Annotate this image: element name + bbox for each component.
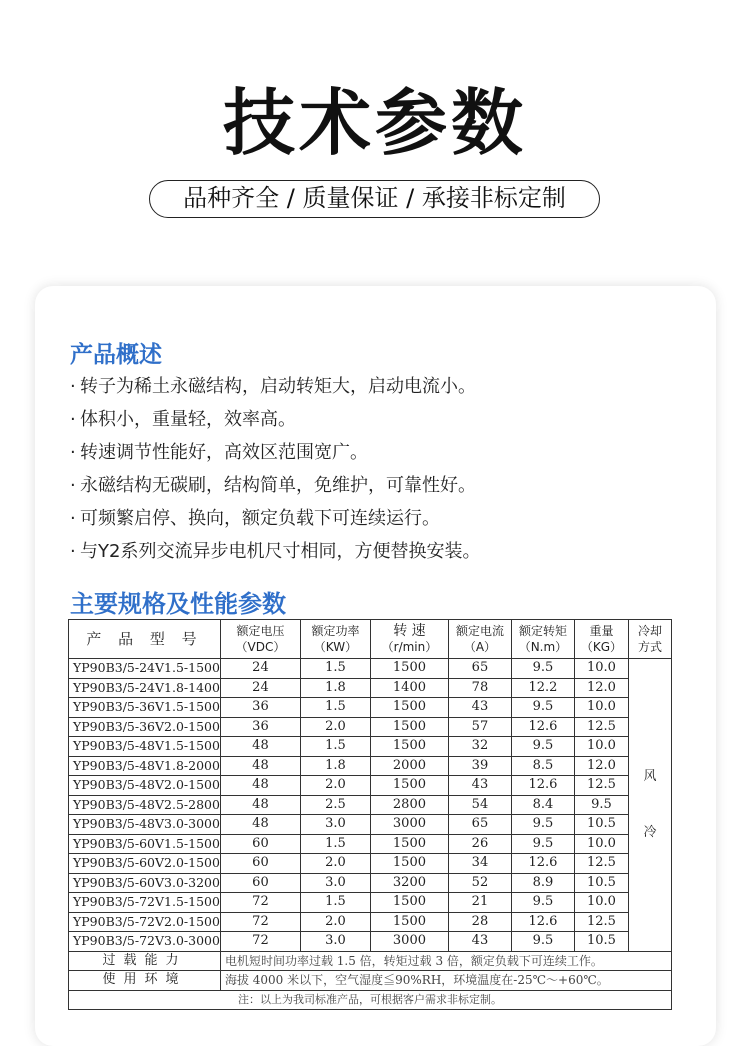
torque-cell: 12.2	[511, 678, 574, 698]
power-cell: 1.8	[300, 678, 370, 698]
voltage-cell: 24	[220, 659, 300, 679]
model-cell: YP90B3/5-48V1.8-2000	[69, 756, 221, 776]
torque-cell: 8.5	[511, 756, 574, 776]
power-cell: 2.0	[300, 717, 370, 737]
bullet-dot: ·	[70, 541, 76, 562]
feature-text: 与Y2系列交流异步电机尺寸相同，方便替换安装。	[80, 541, 481, 562]
weight-cell: 10.0	[574, 698, 628, 718]
speed-cell: 1500	[370, 717, 448, 737]
model-cell: YP90B3/5-24V1.8-1400	[69, 678, 221, 698]
feature-item	[70, 474, 710, 507]
table-row	[69, 854, 672, 874]
speed-cell: 3000	[370, 815, 448, 835]
current-cell: 65	[448, 659, 511, 679]
model-cell: YP90B3/5-36V1.5-1500	[69, 698, 221, 718]
specs-title: 主要规格及性能参数	[70, 590, 286, 618]
torque-cell: 12.6	[511, 776, 574, 796]
header-power: 额定功率 （KW）	[300, 620, 370, 659]
table-row	[69, 912, 672, 932]
voltage-cell: 60	[220, 873, 300, 893]
cooling-text: 冷	[643, 824, 657, 840]
table-header-row	[69, 620, 672, 659]
speed-cell: 1400	[370, 678, 448, 698]
environment-row	[69, 971, 672, 991]
speed-cell: 2800	[370, 795, 448, 815]
feature-text: 转子为稀土永磁结构，启动转矩大，启动电流小。	[80, 376, 476, 397]
overload-value: 电机短时间功率过载 1.5 倍，转矩过载 3 倍，额定负载下可连续工作。	[220, 951, 671, 971]
voltage-cell: 24	[220, 678, 300, 698]
torque-cell: 9.5	[511, 932, 574, 952]
torque-cell: 12.6	[511, 912, 574, 932]
torque-cell: 8.4	[511, 795, 574, 815]
feature-item	[70, 507, 710, 540]
torque-cell: 9.5	[511, 737, 574, 757]
model-cell: YP90B3/5-24V1.5-1500	[69, 659, 221, 679]
cooling-cell	[628, 659, 671, 952]
weight-cell: 10.0	[574, 737, 628, 757]
model-cell: YP90B3/5-48V1.5-1500	[69, 737, 221, 757]
current-cell: 39	[448, 756, 511, 776]
feature-item	[70, 540, 710, 573]
power-cell: 1.5	[300, 737, 370, 757]
weight-cell: 12.5	[574, 854, 628, 874]
current-cell: 54	[448, 795, 511, 815]
weight-cell: 12.0	[574, 678, 628, 698]
current-cell: 26	[448, 834, 511, 854]
page-title: 技术参数	[222, 81, 527, 165]
weight-cell: 12.0	[574, 756, 628, 776]
speed-cell: 1500	[370, 776, 448, 796]
note-row	[69, 990, 672, 1010]
spec-table-body	[69, 659, 672, 952]
table-row	[69, 873, 672, 893]
speed-cell: 1500	[370, 737, 448, 757]
feature-item	[70, 375, 710, 408]
table-row	[69, 795, 672, 815]
model-cell: YP90B3/5-60V1.5-1500	[69, 834, 221, 854]
power-cell: 2.0	[300, 854, 370, 874]
model-cell: YP90B3/5-48V3.0-3000	[69, 815, 221, 835]
torque-cell: 12.6	[511, 854, 574, 874]
overload-label: 过载能力	[69, 951, 221, 971]
model-cell: YP90B3/5-60V2.0-1500	[69, 854, 221, 874]
torque-cell: 9.5	[511, 834, 574, 854]
current-cell: 78	[448, 678, 511, 698]
power-cell: 1.5	[300, 659, 370, 679]
table-row	[69, 815, 672, 835]
current-cell: 43	[448, 932, 511, 952]
power-cell: 1.8	[300, 756, 370, 776]
weight-cell: 10.5	[574, 873, 628, 893]
model-cell: YP90B3/5-60V3.0-3200	[69, 873, 221, 893]
bullet-dot: ·	[70, 442, 76, 463]
bullet-dot: ·	[70, 409, 76, 430]
table-row	[69, 717, 672, 737]
voltage-cell: 60	[220, 834, 300, 854]
voltage-cell: 48	[220, 737, 300, 757]
weight-cell: 9.5	[574, 795, 628, 815]
torque-cell: 9.5	[511, 698, 574, 718]
spec-table	[68, 619, 672, 1010]
weight-cell: 10.5	[574, 815, 628, 835]
header-voltage: 额定电压 （VDC）	[220, 620, 300, 659]
feature-text: 转速调节性能好，高效区范围宽广。	[80, 442, 368, 463]
overview-title: 产品概述	[70, 342, 162, 368]
voltage-cell: 48	[220, 756, 300, 776]
feature-text: 体积小，重量轻，效率高。	[80, 409, 296, 430]
torque-cell: 9.5	[511, 893, 574, 913]
header-torque: 额定转矩 （N.m）	[511, 620, 574, 659]
model-cell: YP90B3/5-72V3.0-3000	[69, 932, 221, 952]
table-row	[69, 756, 672, 776]
model-cell: YP90B3/5-36V2.0-1500	[69, 717, 221, 737]
table-row	[69, 776, 672, 796]
header-cooling: 冷却 方式	[628, 620, 671, 659]
weight-cell: 10.0	[574, 834, 628, 854]
voltage-cell: 48	[220, 776, 300, 796]
current-cell: 43	[448, 698, 511, 718]
feature-item	[70, 408, 710, 441]
header-current: 额定电流 （A）	[448, 620, 511, 659]
tagline-badge: 品种齐全 / 质量保证 / 承接非标定制	[149, 180, 600, 218]
table-note: 注：以上为我司标准产品，可根据客户需求非标定制。	[69, 990, 672, 1010]
header-speed: 转 速 （r/min）	[370, 620, 448, 659]
power-cell: 1.5	[300, 834, 370, 854]
torque-cell: 12.6	[511, 717, 574, 737]
header-weight: 重量 （KG）	[574, 620, 628, 659]
power-cell: 2.5	[300, 795, 370, 815]
weight-cell: 12.5	[574, 912, 628, 932]
voltage-cell: 48	[220, 795, 300, 815]
model-cell: YP90B3/5-48V2.0-1500	[69, 776, 221, 796]
model-cell: YP90B3/5-72V1.5-1500	[69, 893, 221, 913]
header-model: 产 品 型 号	[69, 620, 221, 659]
power-cell: 1.5	[300, 893, 370, 913]
speed-cell: 1500	[370, 854, 448, 874]
overload-row	[69, 951, 672, 971]
current-cell: 65	[448, 815, 511, 835]
power-cell: 2.0	[300, 776, 370, 796]
current-cell: 34	[448, 854, 511, 874]
environment-label: 使用环境	[69, 971, 221, 991]
voltage-cell: 72	[220, 893, 300, 913]
cooling-text: 风	[643, 768, 657, 784]
weight-cell: 10.5	[574, 932, 628, 952]
bullet-dot: ·	[70, 475, 76, 496]
speed-cell: 1500	[370, 834, 448, 854]
current-cell: 32	[448, 737, 511, 757]
torque-cell: 9.5	[511, 815, 574, 835]
power-cell: 1.5	[300, 698, 370, 718]
current-cell: 57	[448, 717, 511, 737]
speed-cell: 1500	[370, 659, 448, 679]
table-row	[69, 737, 672, 757]
weight-cell: 10.0	[574, 659, 628, 679]
voltage-cell: 48	[220, 815, 300, 835]
voltage-cell: 36	[220, 717, 300, 737]
weight-cell: 12.5	[574, 776, 628, 796]
table-row	[69, 893, 672, 913]
speed-cell: 2000	[370, 756, 448, 776]
voltage-cell: 72	[220, 912, 300, 932]
power-cell: 2.0	[300, 912, 370, 932]
torque-cell: 9.5	[511, 659, 574, 679]
environment-value: 海拔 4000 米以下，空气湿度≦90%RH，环境温度在-25℃～+60℃。	[220, 971, 671, 991]
speed-cell: 3000	[370, 932, 448, 952]
speed-cell: 1500	[370, 698, 448, 718]
table-row	[69, 932, 672, 952]
speed-cell: 1500	[370, 912, 448, 932]
power-cell: 3.0	[300, 932, 370, 952]
weight-cell: 12.5	[574, 717, 628, 737]
model-cell: YP90B3/5-72V2.0-1500	[69, 912, 221, 932]
speed-cell: 3200	[370, 873, 448, 893]
voltage-cell: 60	[220, 854, 300, 874]
model-cell: YP90B3/5-48V2.5-2800	[69, 795, 221, 815]
current-cell: 21	[448, 893, 511, 913]
feature-text: 永磁结构无碳刷，结构简单，免维护，可靠性好。	[80, 475, 476, 496]
feature-list	[70, 375, 710, 573]
table-row	[69, 678, 672, 698]
power-cell: 3.0	[300, 873, 370, 893]
current-cell: 43	[448, 776, 511, 796]
bullet-dot: ·	[70, 376, 76, 397]
power-cell: 3.0	[300, 815, 370, 835]
feature-text: 可频繁启停、换向，额定负载下可连续运行。	[80, 508, 440, 529]
current-cell: 52	[448, 873, 511, 893]
weight-cell: 10.0	[574, 893, 628, 913]
table-row	[69, 834, 672, 854]
torque-cell: 8.9	[511, 873, 574, 893]
table-row	[69, 698, 672, 718]
table-row	[69, 659, 672, 679]
voltage-cell: 36	[220, 698, 300, 718]
speed-cell: 1500	[370, 893, 448, 913]
current-cell: 28	[448, 912, 511, 932]
feature-item	[70, 441, 710, 474]
bullet-dot: ·	[70, 508, 76, 529]
voltage-cell: 72	[220, 932, 300, 952]
